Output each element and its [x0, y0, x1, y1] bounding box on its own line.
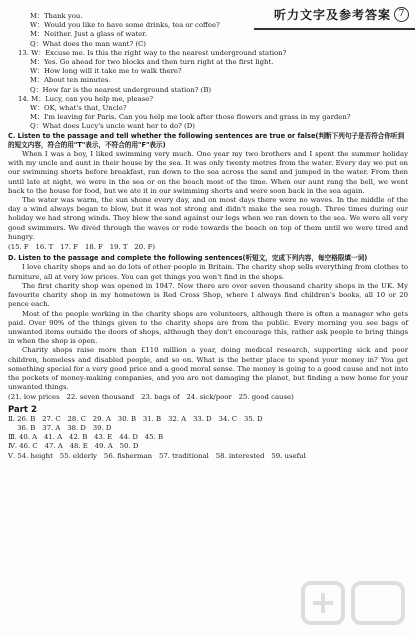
- passage-paragraph: The first charity shop was opened in 1947. Now there are over seven thousand charity shops in the UK. My favourite charity shop in my hometown is Red Cross Shop, where I always find children's books, all 10 or 20 pence each.: [8, 281, 408, 309]
- answer-row: Ⅱ. 26. B 27. C 28. C 29. A 30. B 31. B 32. A 33. D 34. C 35. D: [8, 414, 263, 423]
- passage-paragraph: I love charity shops and so do lots of other people in Britain. The charity shop sells everything from clothes to furniture, all at very low prices. You can get things you won't find in the shops.: [8, 263, 408, 281]
- dialogue-line: M：Neither. Just a glass of water.: [30, 30, 147, 39]
- part-2-title: Part 2: [8, 404, 37, 415]
- passage-paragraph: When I was a boy, I liked swimming very much. One year my two brothers and I spent the summer holiday with my uncle and aunt in their house by the sea. It was only twenty metres from the water. Every day we put on our swimming shorts before breakfast, ran down to the sea across the sand and jumped in the water. From then until late at night, we were in the sea or on the beach most of the time. When our aunt rang the bell, we went back to the house for food, but we ate it in our swimming shorts and were soon back in the sea again.: [8, 150, 408, 195]
- dialogue-line: W：OK, what's that, Uncle?: [30, 104, 127, 113]
- dialogue-line: M：Thank you.: [30, 12, 83, 20]
- dialogue-line: Q：How far is the nearest underground station? (B): [30, 85, 212, 94]
- question-13: 13. W：Excuse me. Is this the right way to the nearest underground station?: [18, 48, 287, 57]
- header-title: 听力文字及参考答案: [273, 7, 391, 22]
- dialogue-line: M：About ten minutes.: [30, 76, 111, 85]
- dialogue-line: M：Yes. Go ahead for two blocks and then turn right at the first light.: [30, 58, 274, 67]
- answer-row: Ⅳ. 46. C 47. A 48. E 49. A 50. D: [8, 442, 139, 451]
- answer-row: Ⅲ. 40. A 41. A 42. B 43. E 44. D 45. B: [8, 433, 164, 442]
- passage-paragraph: The water was warm, the sun shone every day, and on most days there were no waves. In the middle of the day a wind always began to blow, but it was not strong and didn't make the sea rough. Three times during our holiday we had strong winds. They blew the sand against our legs when we ran down to the sea. We were all very good swimmers. We dived through the waves or rode towards the beach on top of them until we were tired and hungry.: [8, 196, 408, 241]
- dialogue-12: [8, 12, 408, 49]
- section-c-answers: (15. F 16. T 17. F 18. F 19. T 20. F): [8, 243, 156, 252]
- answer-row: Ⅴ. 54. height 55. elderly 56. fisherman 57. traditional 58. interested 59. useful: [8, 451, 306, 460]
- watermark-logo: [299, 577, 409, 632]
- answer-page: [8, 12, 408, 461]
- answer-row: 36. B 37. A 38. D 39. D: [8, 423, 112, 432]
- section-c-title: C. Listen to the passage and tell whether the following sentences are true or false(判断下列句子是否符合你听到的短文内容，符合的用"T"表示，不符合的用"F"表示): [8, 131, 405, 149]
- dialogue-line: W：How long will it take me to walk there?: [30, 67, 182, 76]
- page-number-icon: 7: [394, 7, 409, 22]
- dialogue-line: Q：What does the man want? (C): [30, 39, 146, 48]
- section-d-title: D. Listen to the passage and complete the following sentences(听短文，完成下列内容，每空格限填一词): [8, 254, 368, 263]
- dialogue-line: Q：What does Lucy's uncle want her to do? (D): [30, 122, 195, 131]
- question-14: 14. M：Lucy, can you help me, please?: [18, 94, 154, 103]
- dialogue-line: M：I'm leaving for Paris. Can you help me look after those flowers and grass in my garden?: [30, 113, 351, 122]
- passage-paragraph: Charity shops raise more than £110 million a year, doing medical research, supporting sick and poor children, homeless and disabled people, and so on. What is the better place to spend your money in? You get something special for a very good price and a good moral sense. The money is going to a good cause and not into the pockets of money-making companies, and you are not damaging the planet, but finding a new home for your unwanted things.: [8, 346, 408, 392]
- dialogue-line: W：Would you like to have some drinks, tea or coffee?: [30, 21, 220, 30]
- passage-paragraph: Most of the people working in the charity shops are volunteers, although there is often a manager who gets paid. Over 90% of the things given to the charity shops are from the public. Every morning you see bags of unwanted items outside the doors of shops, although they don't encourage this, rather ask people to bring things in when the shop is open.: [8, 309, 408, 346]
- section-d-answers: (21. low prices 22. seven thousand 23. bags of 24. sick/poor 25. good cause): [8, 393, 294, 402]
